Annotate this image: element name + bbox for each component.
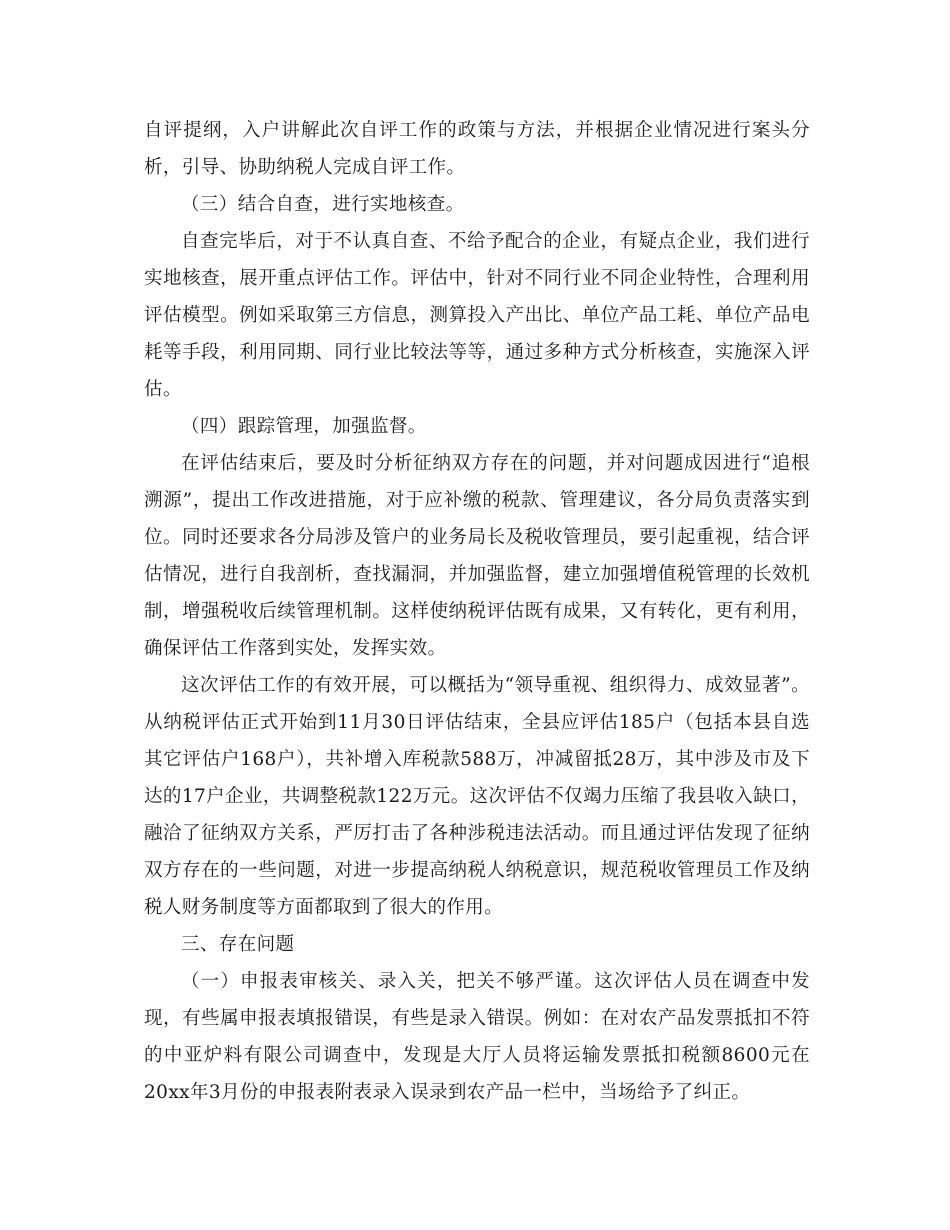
paragraph-1: 自评提纲，入户讲解此次自评工作的政策与方法，并根据企业情况进行案头分析，引导、协助纳税人完成自评工作。 [144, 120, 810, 178]
paragraph-6: 这次评估工作的有效开展，可以概括为“领导重视、组织得力、成效显著”。从纳税评估正式开始到11月30日评估结束，全县应评估185户（包括本县自选其它评估户168户），共补增入库税款588万，冲减留抵28万，其中涉及市及下达的17户企业，共调整税款122万元。这次评估不仅竭力压缩了我县收入缺口，融洽了征纳双方关系，严厉打击了各种涉税违法活动。而且通过评估发现了征纳双方存在的一些问题，对进一步提高纳税人纳税意识，规范税收管理员工作及纳税人财务制度等方面都取到了很大的作用。 [144, 675, 810, 918]
paragraph-3: 自查完毕后，对于不认真自查、不给予配合的企业，有疑点企业，我们进行实地核查，展开重点评估工作。评估中，针对不同行业不同企业特性，合理利用评估模型。例如采取第三方信息，测算投入产出比、单位产品工耗、单位产品电耗等手段，利用同期、同行业比较法等等，通过多种方式分析核查，实施深入评估。 [144, 231, 810, 400]
document-body [144, 112, 810, 1111]
heading-section-4: （四）跟踪管理，加强监督。 [181, 416, 427, 437]
heading-section-3: （三）结合自查，进行实地核查。 [181, 194, 465, 215]
heading-problems: 三、存在问题 [181, 934, 295, 955]
paragraph-5: 在评估结束后，要及时分析征纳双方存在的问题，并对问题成因进行“追根溯源”，提出工作改进措施，对于应补缴的税款、管理建议，各分局负责落实到位。同时还要求各分局涉及管户的业务局长及税收管理员，要引起重视，结合评估情况，进行自我剖析，查找漏洞，并加强监督，建立加强增值税管理的长效机制，增强税收后续管理机制。这样使纳税评估既有成果，又有转化，更有利用，确保评估工作落到实处，发挥实效。 [144, 453, 810, 659]
paragraph-8: （一）申报表审核关、录入关，把关不够严谨。这次评估人员在调查中发现，有些属申报表填报错误，有些是录入错误。例如：在对农产品发票抵扣不符的中亚炉料有限公司调查中，发现是大厅人员将运输发票抵扣税额8600元在20xx年3月份的申报表附表录入误录到农产品一栏中，当场给予了纠正。 [144, 971, 810, 1103]
